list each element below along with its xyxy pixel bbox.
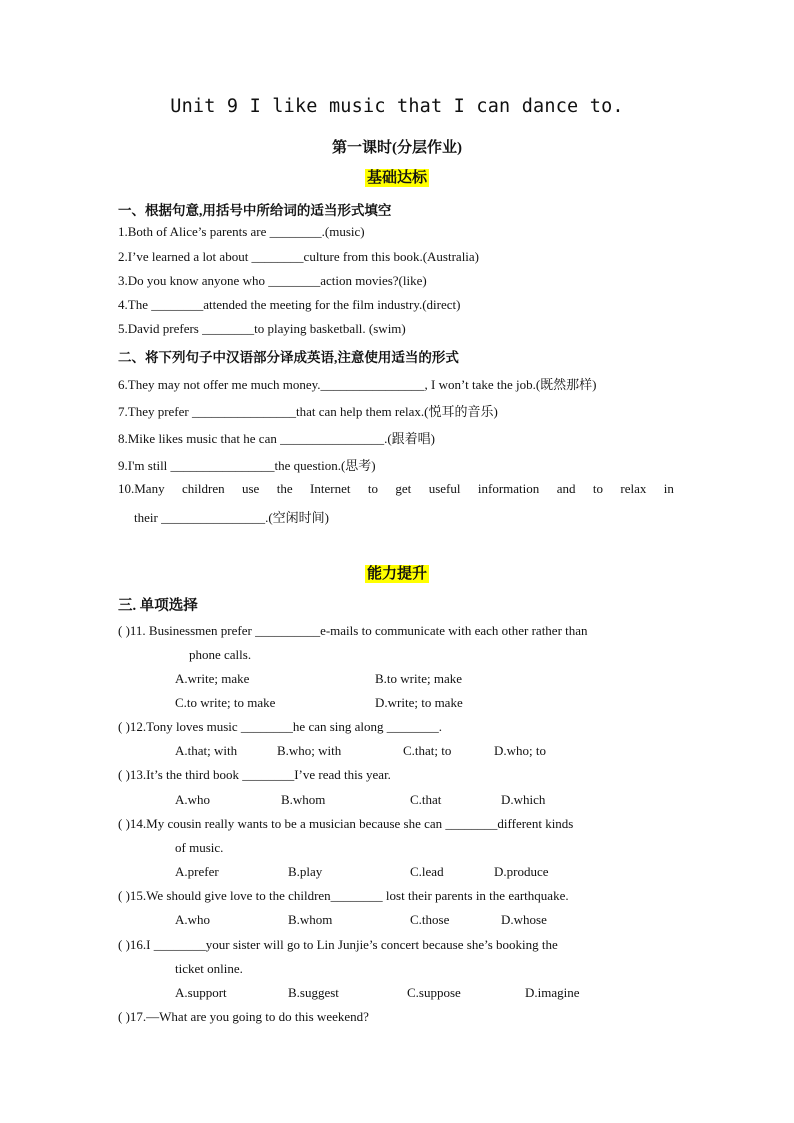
word: use [242,481,260,496]
option-b: B.play [288,864,323,879]
question-12: ( )12.Tony loves music ________he can sing along ________. [118,719,443,734]
word: and [556,481,576,496]
page-title: Unit 9 I like music that I can dance to. [170,96,624,117]
option-c: C.those [410,912,450,927]
question-1: 1.Both of Alice’s parents are ________.(music) [118,224,365,239]
question-14-continued: of music. [175,840,224,855]
question-16 [118,937,674,953]
option-c: C.lead [410,864,444,879]
question-11 [118,623,674,639]
question-3: 3.Do you know anyone who ________action movies?(like) [118,273,427,288]
option-b: B.whom [288,912,333,927]
option-c: C.suppose [407,985,461,1000]
option-c: C.that [410,792,442,807]
question-15: ( )15.We should give love to the children________ lost their parents in the earthquake. [118,888,569,903]
question-16-text: ( )16.I ________your sister will go to Lin Junjie’s concert because she’s booking the [118,937,558,952]
option-a: A.that; with [175,743,238,758]
question-5: 5.David prefers ________to playing basketball. (swim) [118,321,406,336]
level-advanced-banner [0,562,794,583]
word: in [663,481,674,496]
option-a: A.support [175,985,227,1000]
option-a: A.prefer [175,864,219,879]
word: relax [620,481,647,496]
option-d: D.which [501,792,546,807]
word: to [592,481,603,496]
level-advanced-label: 能力提升 [366,566,427,582]
word: Internet [310,481,351,496]
section-3-heading: 三. 单项选择 [118,598,198,614]
option-b: B.whom [281,792,326,807]
option-d: D.produce [494,864,549,879]
option-a: A.who [175,792,211,807]
question-11-continued: phone calls. [189,647,252,662]
question-4: 4.The ________attended the meeting for the film industry.(direct) [118,297,461,312]
level-basic-banner [0,166,794,187]
option-b: B.suggest [288,985,339,1000]
question-10-line-2: their ________________.(空闲时间) [134,510,329,525]
option-c: C.that; to [403,743,452,758]
option-c: C.to write; to make [175,695,276,710]
question-7: 7.They prefer ________________that can help them relax.(悦耳的音乐) [118,404,498,419]
option-b: B.to write; make [375,671,463,686]
section-2-heading: 二、将下列句子中汉语部分译成英语,注意使用适当的形式 [118,350,459,365]
question-16-continued: ticket online. [175,961,243,976]
question-14-text: ( )14.My cousin really wants to be a musician because she can ________different kinds [118,816,574,831]
option-d: D.who; to [494,743,546,758]
option-a: A.write; make [175,671,250,686]
question-6: 6.They may not offer me much money.________________, I won’t take the job.(既然那样) [118,377,597,392]
section-1-heading: 一、根据句意,用括号中所给词的适当形式填空 [118,203,392,218]
word: information [477,481,540,496]
question-14 [118,816,674,832]
word: children [182,481,225,496]
level-basic-label: 基础达标 [366,170,427,186]
word: to [367,481,378,496]
question-2: 2.I’ve learned a lot about ________culture from this book.(Australia) [118,249,480,264]
word: get [395,481,412,496]
question-9: 9.I'm still ________________the question.(思考) [118,458,376,473]
lesson-subtitle: 第一课时(分层作业) [332,140,462,156]
question-10-line-1 [118,481,674,497]
question-13: ( )13.It’s the third book ________I’ve read this year. [118,767,391,782]
question-11-text: ( )11. Businessmen prefer __________e-mails to communicate with each other rather than [118,623,588,638]
question-17: ( )17.—What are you going to do this weekend? [118,1009,369,1024]
word: the [276,481,293,496]
word: useful [428,481,461,496]
option-a: A.who [175,912,211,927]
question-8: 8.Mike likes music that he can ________________.(跟着唱) [118,431,436,446]
option-d: D.imagine [525,985,580,1000]
word: 10.Many [118,481,165,496]
option-d: D.whose [501,912,547,927]
option-b: B.who; with [277,743,342,758]
option-d: D.write; to make [375,695,463,710]
